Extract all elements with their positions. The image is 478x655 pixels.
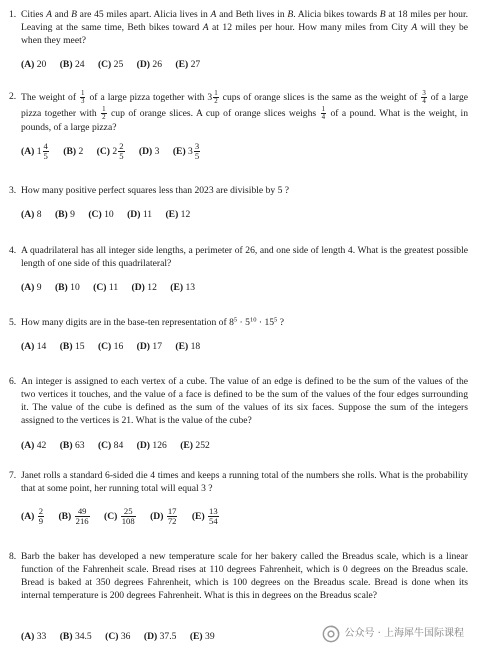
watermark: [318, 623, 468, 645]
choice-b: (B) 10: [54, 282, 80, 294]
choice-e: (E) 39: [189, 631, 215, 643]
fraction: $\frac{3}{4}$: [422, 90, 426, 106]
choice-e: (E) 13: [170, 282, 196, 294]
choice-b: (B) 2: [63, 146, 84, 158]
choice-c: (C) 16: [97, 341, 124, 353]
problem-number: 7.: [9, 470, 17, 481]
choice-c: (C) 10: [88, 209, 114, 221]
choice-d: (D) 126: [136, 440, 167, 452]
answer-choices: [21, 630, 226, 643]
fraction: $\frac{1}{2}$: [102, 105, 106, 121]
choice-a: (A) 1 $\frac{4}{5}$: [21, 141, 48, 162]
fraction: $\frac{1}{4}$: [321, 105, 326, 121]
choice-a: (A) $\frac{2}{9}$: [21, 506, 44, 527]
choice-b: (B) 24: [59, 59, 85, 71]
problem-text: How many positive perfect squares less than 2023 are divisible by 5 ?: [21, 185, 290, 196]
choice-a: (A) 42: [21, 440, 47, 452]
problem-number: 2.: [9, 91, 17, 102]
fraction: $\frac{1}{2}$: [214, 90, 218, 106]
choice-c: (C) $\frac{25}{108}$: [104, 506, 135, 527]
answer-choices: [21, 340, 211, 353]
choice-e: (E) 27: [175, 59, 201, 71]
choice-d: (D) 37.5: [143, 631, 177, 643]
choice-a: (A) 33: [21, 631, 47, 643]
problem-number: 4.: [9, 245, 17, 256]
problem-number: 3.: [9, 185, 17, 196]
answer-choices: [21, 507, 231, 526]
answer-choices: [21, 208, 201, 221]
choice-c: (C) 2 $\frac{2}{5}$: [96, 141, 124, 162]
problem-number: 1.: [9, 9, 17, 20]
choice-b: (B) 15: [59, 341, 85, 353]
choice-b: (B) 9: [54, 209, 75, 221]
problem-number: 8.: [9, 551, 17, 562]
problem-text: Barb the baker has developed a new temperature scale for her bakery called the Breadus scale, which is a linear function of the Fahrenheit scale. Bread rises at 110 degrees Fahrenheit, which is 0 degrees on the Breadus scale. Bread is baked at 350 degrees Fahrenheit, which is 100 degrees on the Breadus scale. Bread is done when its internal temperature is 200 degrees Fahrenheit. What is this in degrees on the Breadus scale?: [21, 551, 468, 602]
choice-c: (C) 11: [93, 282, 119, 294]
choice-e: (E) $\frac{13}{54}$: [191, 506, 218, 527]
choice-e: (E) 3 $\frac{3}{5}$: [172, 141, 200, 162]
choice-c: (C) 84: [97, 440, 124, 452]
answer-choices: [21, 58, 211, 71]
choice-a: (A) 9: [21, 282, 42, 294]
choice-d: (D) 3: [138, 146, 160, 158]
problem-text: The weight of $\frac{1}{3}$ of a large pizza together with 3 $\frac{1}{2}$ cups of orange slices is the same as the weight of $\frac{3}{4}$ of a large pizza together with $\frac{1}{2}$ cup of orange slices. A cup of orange slices weighs $\frac{1}{4}$ of a pound. What is the weight, in pounds, of a large pizza?: [21, 90, 469, 133]
problem-number: 5.: [9, 317, 17, 328]
answer-choices: [21, 142, 212, 161]
watermark-text: 公众号 · 上海犀牛国际课程: [344, 628, 464, 640]
choice-b: (B) $\frac{49}{216}$: [58, 506, 89, 527]
problem-text: Janet rolls a standard 6-sided die 4 times and keeps a running total of the numbers she rolls. What is the probability that at some point, her running total will equal 3 ?: [21, 470, 468, 495]
answer-choices: [21, 439, 221, 452]
choice-c: (C) 25: [97, 59, 124, 71]
problem-text: Cities A and B are 45 miles apart. Alicia lives in A and Beth lives in B. Alicia bikes towards B at 18 miles per hour. Leaving at the same time, Beth bikes toward A at 12 miles per hour. How many miles from City A will they be when they meet?: [21, 9, 469, 47]
choice-b: (B) 63: [59, 440, 85, 452]
choice-a: (A) 14: [21, 341, 47, 353]
problem-text: A quadrilateral has all integer side lengths, a perimeter of 26, and one side of length 4. What is the greatest possible length of one side of this quadrilateral?: [21, 245, 468, 270]
choice-d: (D) 11: [127, 209, 153, 221]
choice-e: (E) 12: [165, 209, 191, 221]
choice-d: (D) $\frac{17}{72}$: [150, 506, 177, 527]
choice-d: (D) 12: [131, 282, 157, 294]
fraction: $\frac{1}{3}$: [81, 90, 85, 106]
choice-d: (D) 26: [136, 59, 162, 71]
problem-text: How many digits are in the base-ten representation of $8^5 \cdot 5^{10} \cdot 15^5$ ?: [21, 316, 284, 328]
choice-c: (C) 36: [105, 631, 131, 643]
choice-a: (A) 8: [21, 209, 42, 221]
choice-a: (A) 20: [21, 59, 47, 71]
choice-d: (D) 17: [136, 341, 162, 353]
problem-number: 6.: [9, 376, 17, 387]
choice-e: (E) 18: [175, 341, 201, 353]
answer-choices: [21, 281, 206, 294]
choice-e: (E) 252: [180, 440, 210, 452]
choice-b: (B) 34.5: [59, 631, 92, 643]
problem-text: An integer is assigned to each vertex of a cube. The value of an edge is defined to be the sum of the values of the two vertices it touches, and the value of a face is defined to be the sum of the values of the four edges surrounding it. The value of the cube is defined as the sum of the values of its six faces. Suppose the sum of the integers assigned to the vertices is 21. What is the value of the cube?: [21, 376, 468, 427]
wechat-official-account-icon: [322, 625, 340, 643]
